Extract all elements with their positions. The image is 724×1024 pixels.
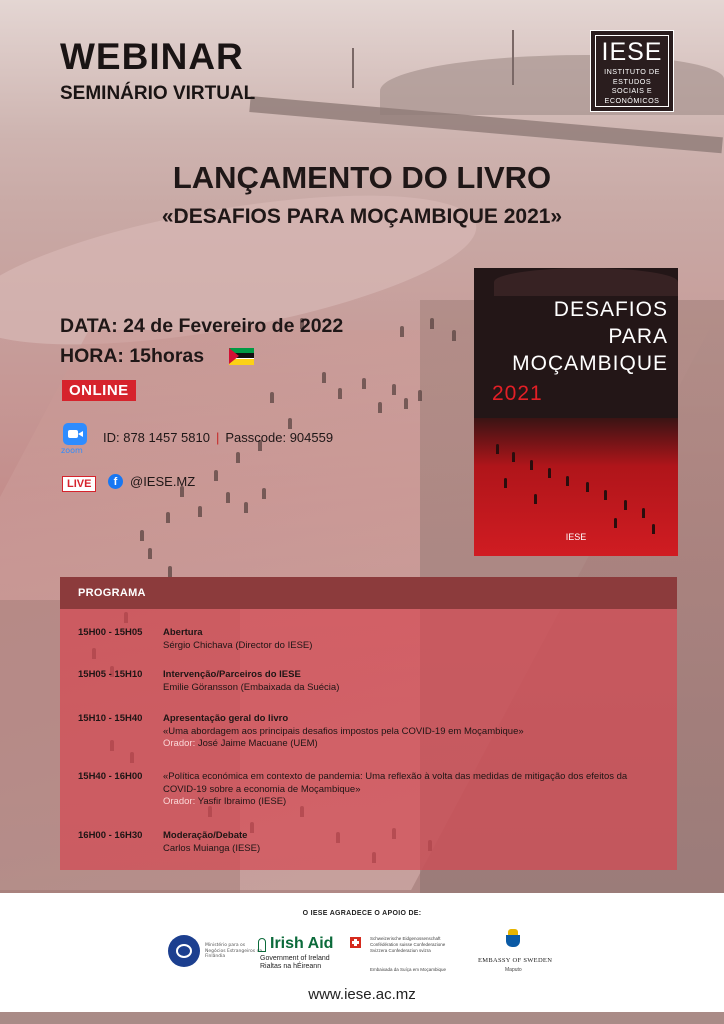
orador-label: Orador: (163, 738, 196, 749)
walker-figure (140, 530, 144, 541)
swiss-confederation-text: Schweizerische Eidgenossenschaft Confédération suisse Confederazione Svizzera Confederaziun svizra (370, 936, 446, 953)
facebook-icon: f (108, 474, 123, 489)
programa-item-title: «Política económica em contexto de pandemia: Uma reflexão à volta das medidas de mitigação dos efeitos da COVID-19 sobre a economia de Moçambique» (163, 771, 628, 795)
programa-time: 15H00 - 15H05 (78, 627, 143, 638)
harp-icon (258, 938, 266, 952)
logo-frame (595, 35, 669, 107)
irish-aid-name: Irish Aid (270, 935, 334, 952)
book-title: «DESAFIOS PARA MOÇAMBIQUE 2021» (161, 205, 563, 228)
book-cover-figure (642, 508, 645, 518)
zoom-meeting-id: ID: 878 1457 5810 (103, 430, 210, 445)
book-cover-figure (534, 494, 537, 504)
walker-figure (430, 318, 434, 329)
book-cover-figure (586, 482, 589, 492)
orador-label: Orador: (163, 796, 196, 807)
walker-figure (378, 402, 382, 413)
walker-figure (166, 512, 170, 523)
book-cover-figure (548, 468, 551, 478)
footer (0, 893, 724, 1012)
book-cover (474, 268, 678, 556)
programa-description (163, 627, 663, 652)
facebook-handle[interactable]: @IESE.MZ (130, 474, 196, 489)
book-cover-title-line-3: MOÇAMBIQUE (512, 352, 668, 375)
walker-figure (392, 384, 396, 395)
zoom-credentials (103, 430, 333, 445)
programa-time: 16H00 - 16H30 (78, 830, 143, 841)
programa-item-title: Abertura (163, 627, 203, 638)
book-cover-hill (494, 268, 678, 296)
webinar-heading: WEBINAR (60, 36, 244, 77)
walker-figure (338, 388, 342, 399)
walker-figure (262, 488, 266, 499)
walker-figure (270, 392, 274, 403)
sweden-embassy-name: EMBASSY OF SWEDEN (478, 957, 553, 964)
programa-item-detail: «Uma abordagem aos principais desafios impostos pela COVID-19 em Moçambique» (163, 725, 524, 737)
mozambique-flag-icon (229, 348, 254, 365)
programa-table (60, 609, 677, 870)
irish-aid-sub-1: Government of Ireland (260, 955, 330, 962)
logo-line-2: ESTUDOS (612, 76, 652, 86)
book-cover-year: 2021 (492, 382, 543, 405)
book-cover-publisher: IESE (565, 532, 587, 542)
swiss-cross-icon (350, 937, 361, 948)
programa-description (163, 771, 663, 809)
zoom-passcode: Passcode: 904559 (225, 430, 334, 445)
book-cover-figure (614, 518, 617, 528)
power-pylon (352, 48, 354, 88)
walker-figure (400, 326, 404, 337)
programa-item-title: Moderação/Debate (163, 830, 248, 841)
programa-item-detail: Carlos Muianga (IESE) (163, 842, 261, 854)
programa-description (163, 713, 663, 751)
finland-ministry-logo (168, 935, 200, 967)
book-cover-title-line-1: DESAFIOS (553, 298, 668, 321)
finland-ministry-text: Ministério para os Negócios Estrangeiros da Finlândia (205, 943, 263, 959)
programa-item-speaker: Yasfir Ibraimo (IESE) (197, 796, 287, 807)
programa-item-title: Intervenção/Parceiros do IESE (163, 669, 301, 680)
walker-figure (198, 506, 202, 517)
swiss-embassy-text: Embaixada da Suíça em Moçambique (370, 967, 447, 972)
power-pylon (512, 30, 514, 85)
event-date: DATA: 24 de Fevereiro de 2022 (60, 315, 344, 337)
programa-item-detail: Emilie Göransson (Embaixada da Suécia) (163, 681, 340, 693)
zoom-icon (63, 423, 87, 445)
event-title: LANÇAMENTO DO LIVRO (172, 160, 552, 195)
programa-item-detail: Sérgio Chichava (Director do IESE) (163, 639, 313, 651)
walker-figure (214, 470, 218, 481)
live-badge: LIVE (62, 476, 96, 492)
programa-time: 15H40 - 16H00 (78, 771, 143, 782)
event-time: HORA: 15horas (60, 345, 205, 367)
book-cover-figure (512, 452, 515, 462)
programa-description (163, 669, 663, 694)
iese-logo (590, 30, 674, 112)
logo-mark: IESE (601, 38, 663, 66)
book-cover-figure (566, 476, 569, 486)
walker-figure (322, 372, 326, 383)
sweden-crest-icon (505, 929, 521, 947)
walker-figure (452, 330, 456, 341)
logo-line-4: ECONÓMICOS (604, 95, 660, 105)
online-badge: ONLINE (62, 380, 136, 401)
book-cover-figure (604, 490, 607, 500)
walker-figure (418, 390, 422, 401)
walker-figure (404, 398, 408, 409)
sponsors-heading: O IESE AGRADECE O APOIO DE: (302, 910, 422, 917)
book-cover-figure (624, 500, 627, 510)
programa-heading: PROGRAMA (60, 577, 677, 609)
logo-line-3: SOCIAIS E (611, 86, 653, 96)
sweden-embassy-city: Maputo (505, 967, 522, 973)
website-link[interactable]: www.iese.ac.mz (308, 986, 416, 1003)
zoom-label: zoom (61, 446, 83, 455)
programa-time: 15H05 - 15H10 (78, 669, 143, 680)
walker-figure (362, 378, 366, 389)
walker-figure (226, 492, 230, 503)
book-cover-figure (496, 444, 499, 454)
walker-figure (236, 452, 240, 463)
book-cover-figure (530, 460, 533, 470)
seminario-subheading: SEMINÁRIO VIRTUAL (60, 83, 256, 104)
zoom-separator: | (215, 430, 220, 445)
programa-time: 15H10 - 15H40 (78, 713, 143, 724)
logo-line-1: INSTITUTO DE (604, 67, 660, 76)
irish-aid-sub-2: Rialtas na hÉireann (260, 963, 322, 970)
book-cover-title-line-2: PARA (608, 325, 668, 348)
book-cover-figure (504, 478, 507, 488)
walker-figure (168, 566, 172, 577)
programa-item-speaker: José Jaime Macuane (UEM) (197, 738, 318, 749)
walker-figure (244, 502, 248, 513)
programa-description (163, 830, 663, 855)
programa-item-title: Apresentação geral do livro (163, 713, 289, 724)
walker-figure (148, 548, 152, 559)
walker-figure (288, 418, 292, 429)
